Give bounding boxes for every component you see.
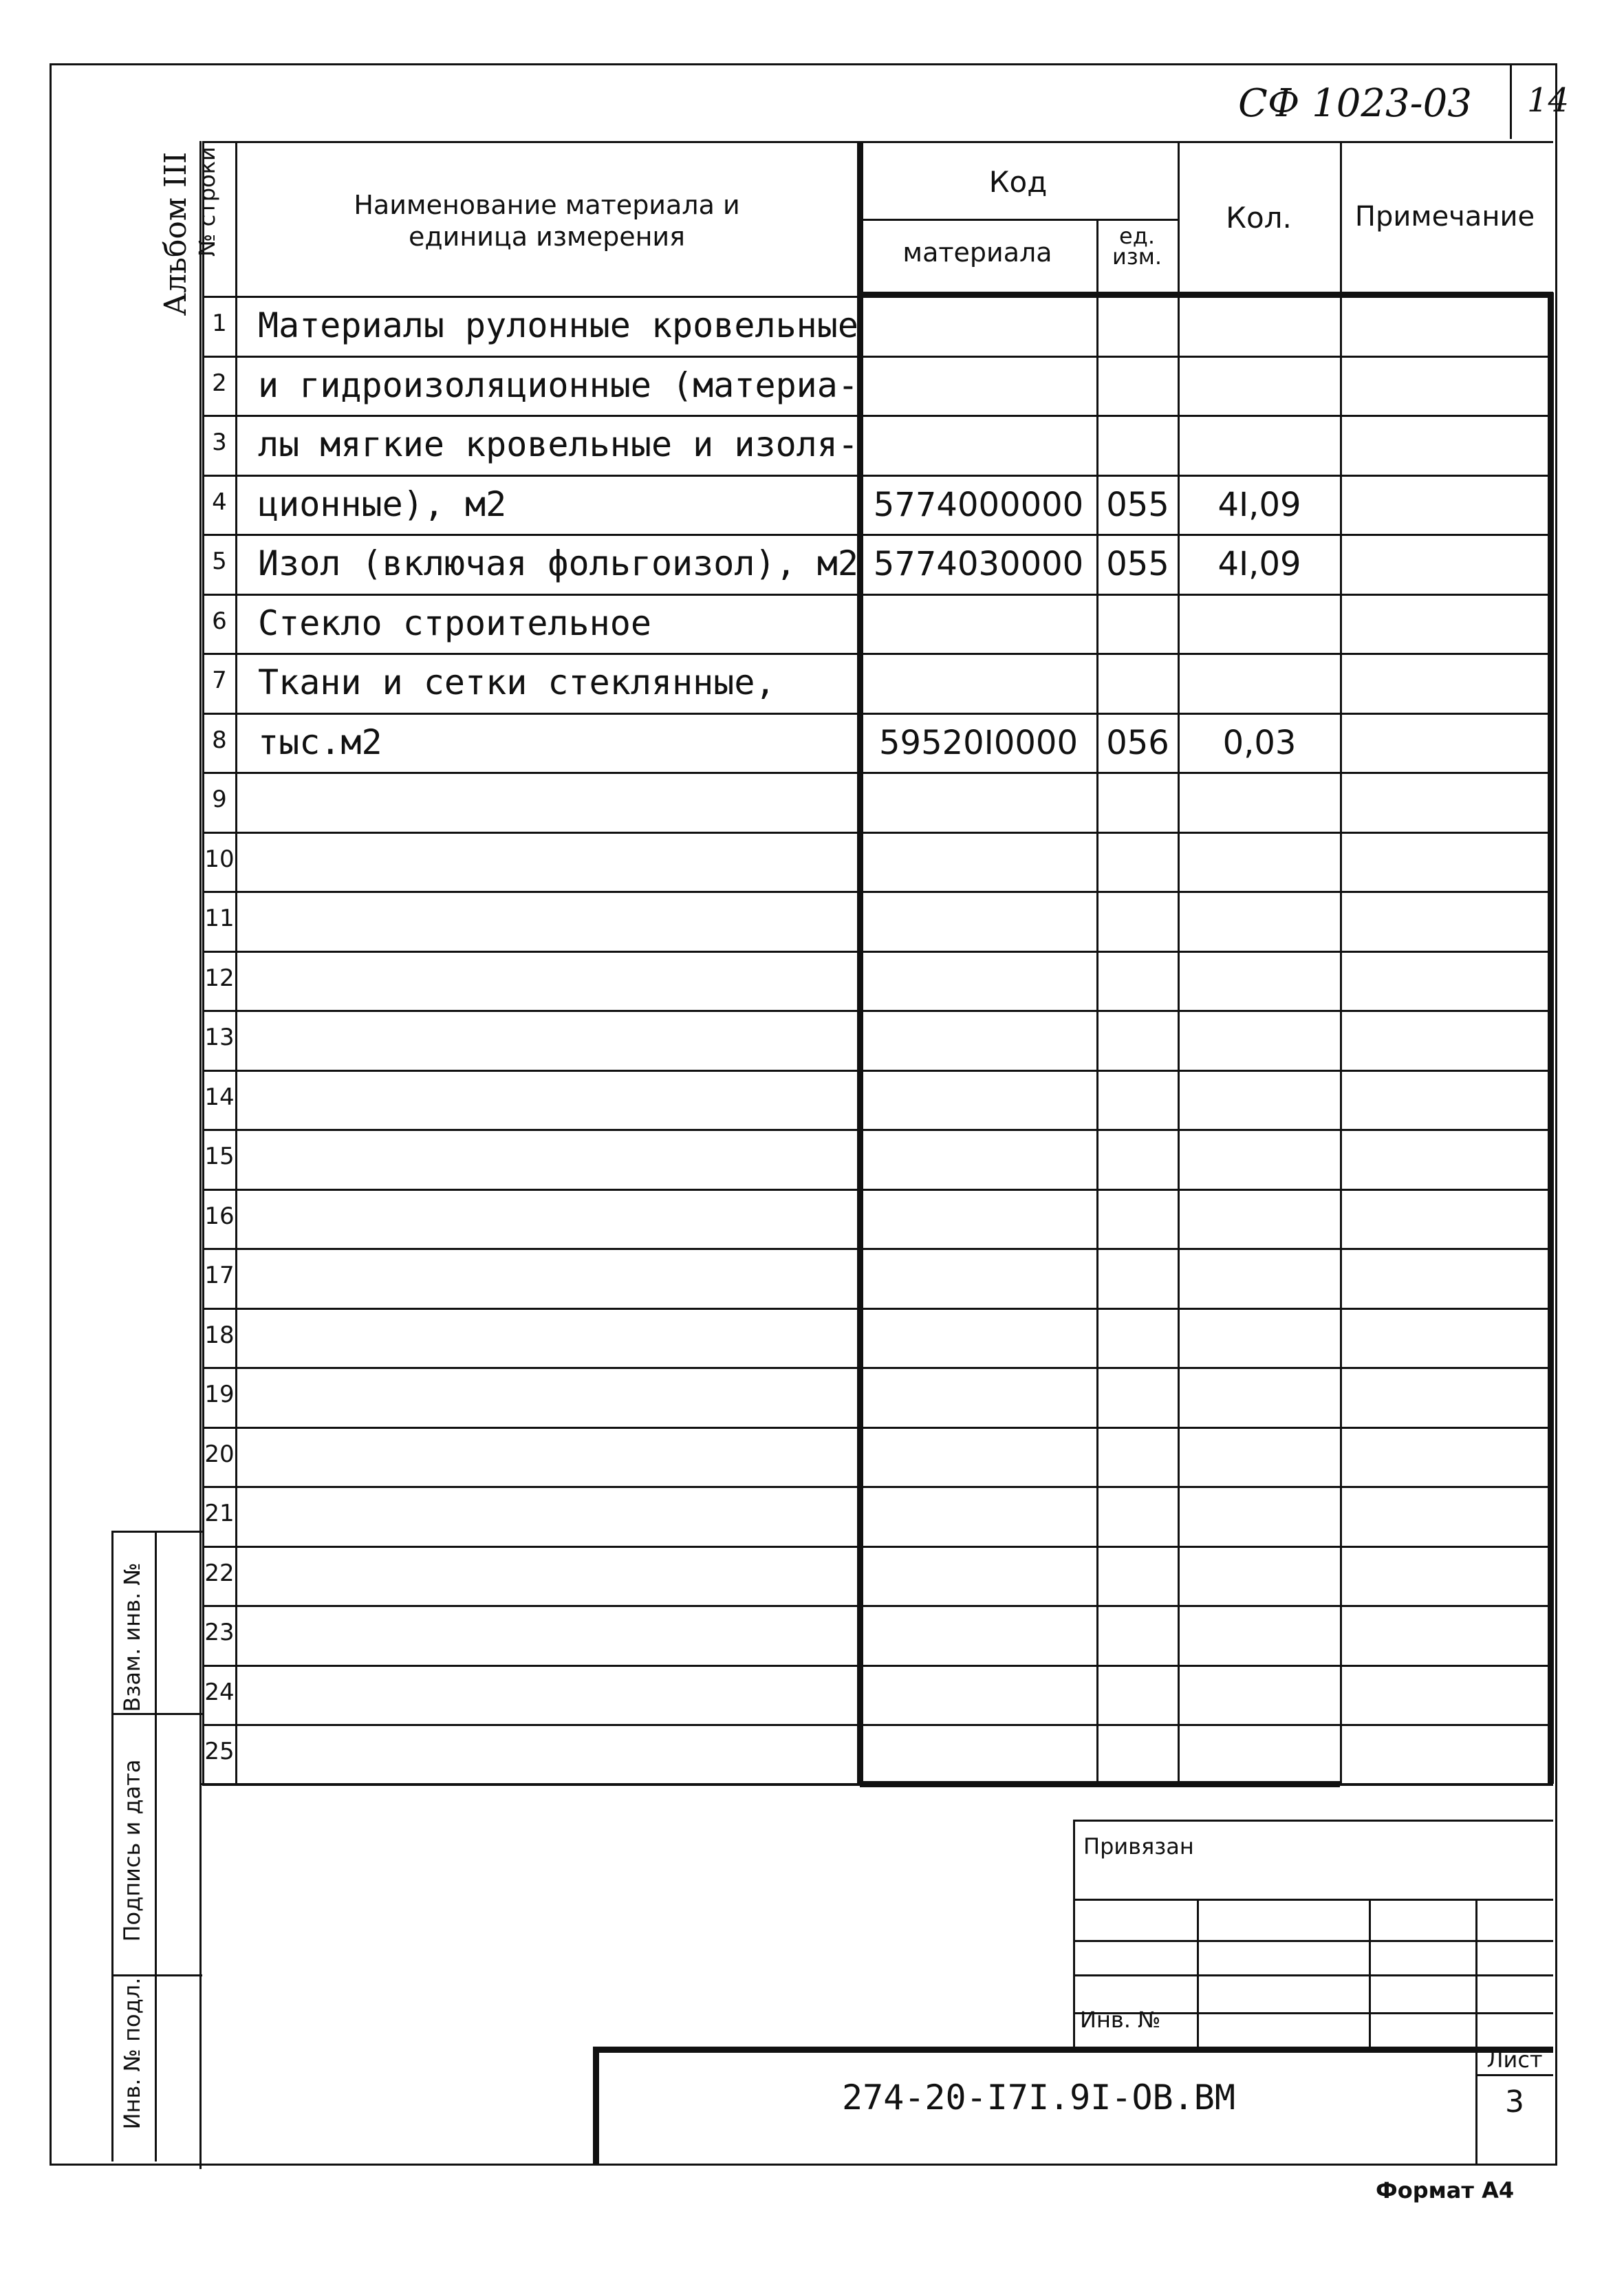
row-number: 10 bbox=[204, 845, 235, 873]
row-number: 22 bbox=[204, 1559, 235, 1587]
row-number: 21 bbox=[204, 1500, 235, 1527]
table-row bbox=[0, 1486, 1624, 1546]
row-name: лы мягкие кровельные и изоля- bbox=[258, 424, 858, 464]
table-row bbox=[0, 1010, 1624, 1070]
row-quantity: 4I,09 bbox=[1217, 545, 1301, 583]
row-number: 11 bbox=[204, 905, 235, 932]
row-number: 5 bbox=[212, 548, 227, 575]
table-row bbox=[0, 1665, 1624, 1725]
album-label: Альбом III bbox=[158, 151, 193, 316]
handwritten-code: СФ 1023-03 bbox=[1238, 81, 1472, 126]
table-row bbox=[0, 534, 1624, 594]
page-number-handwritten: 14 bbox=[1527, 81, 1570, 120]
row-number: 23 bbox=[204, 1619, 235, 1646]
privyazan-label: Привязан bbox=[1083, 1833, 1194, 1859]
row-number: 12 bbox=[204, 964, 235, 992]
header-code-split-line bbox=[860, 219, 1178, 221]
title-doc-top-line bbox=[596, 2047, 1553, 2053]
document-number: 274-20-I7I.9I-OB.BM bbox=[842, 2078, 1235, 2117]
row-name: Ткани и сетки стеклянные, bbox=[258, 662, 776, 702]
format-label: Формат А4 bbox=[1376, 2177, 1515, 2203]
table-row bbox=[0, 832, 1624, 892]
title-col-3 bbox=[1475, 1899, 1477, 2047]
row-name: Стекло строительное bbox=[258, 603, 651, 643]
table-row bbox=[0, 891, 1624, 951]
title-sheet-split bbox=[1475, 2074, 1553, 2076]
header-top-line bbox=[202, 141, 1553, 143]
sheet-number: 3 bbox=[1505, 2084, 1524, 2120]
header-qty: Кол. bbox=[1226, 201, 1292, 235]
table-row bbox=[0, 1367, 1624, 1427]
stamp-vzam-inv: Взам. инв. № bbox=[119, 1562, 145, 1712]
row-number: 13 bbox=[204, 1024, 235, 1051]
row-number: 16 bbox=[204, 1202, 235, 1230]
table-row bbox=[0, 1248, 1624, 1308]
row-name: Материалы рулонные кровельные bbox=[258, 305, 858, 345]
row-quantity: 4I,09 bbox=[1217, 485, 1301, 524]
row-number: 3 bbox=[212, 429, 227, 456]
row-name: ционные), м2 bbox=[258, 484, 507, 524]
title-row-2 bbox=[1073, 1940, 1553, 1942]
row-number: 14 bbox=[204, 1083, 235, 1111]
title-col-2 bbox=[1369, 1899, 1371, 2047]
row-number: 2 bbox=[212, 369, 227, 397]
header-code-material: материала bbox=[902, 237, 1052, 268]
row-number: 4 bbox=[212, 488, 227, 516]
page-number-divider bbox=[1510, 63, 1512, 139]
table-row bbox=[0, 1070, 1624, 1130]
table-row bbox=[0, 356, 1624, 416]
table-row bbox=[0, 1546, 1624, 1606]
header-code: Код bbox=[988, 165, 1048, 199]
table-row bbox=[0, 296, 1624, 356]
row-number: 6 bbox=[212, 607, 227, 635]
table-row bbox=[0, 415, 1624, 475]
table-row bbox=[0, 1189, 1624, 1249]
title-col-1 bbox=[1197, 1899, 1199, 2047]
row-unit-code: 056 bbox=[1106, 723, 1169, 762]
row-name: и гидроизоляционные (материа- bbox=[258, 365, 858, 405]
row-number: 20 bbox=[204, 1440, 235, 1468]
row-material-code: 5774030000 bbox=[873, 545, 1084, 583]
row-number: 1 bbox=[212, 310, 227, 337]
title-row-3 bbox=[1073, 1974, 1553, 1976]
header-row-no: № строки bbox=[194, 147, 220, 257]
header-name: Наименование материала и единица измерения bbox=[354, 190, 740, 252]
table-row bbox=[0, 1129, 1624, 1189]
table-row bbox=[0, 594, 1624, 654]
header-note: Примечание bbox=[1354, 201, 1535, 233]
table-row bbox=[0, 951, 1624, 1011]
table-row bbox=[0, 713, 1624, 773]
table-row bbox=[0, 772, 1624, 832]
title-left-line bbox=[1073, 1820, 1075, 2047]
table-row bbox=[0, 1724, 1624, 1784]
stamp-podpis-data: Подпись и дата bbox=[119, 1759, 145, 1942]
sheet-label: Лист bbox=[1486, 2047, 1543, 2073]
row-number: 7 bbox=[212, 667, 227, 694]
row-number: 24 bbox=[204, 1678, 235, 1706]
title-row-1 bbox=[1073, 1899, 1553, 1901]
row-number: 9 bbox=[212, 786, 227, 813]
row-name: Изол (включая фольгоизол), м2 bbox=[258, 543, 858, 583]
row-number: 25 bbox=[204, 1738, 235, 1765]
table-row bbox=[0, 1308, 1624, 1368]
header-code-unit: ед. изм. bbox=[1112, 223, 1162, 270]
inv-no-label: Инв. № bbox=[1080, 2007, 1161, 2033]
row-number: 8 bbox=[212, 726, 227, 754]
row-material-code: 59520I0000 bbox=[878, 723, 1078, 762]
table-row bbox=[0, 1605, 1624, 1665]
row-number: 19 bbox=[204, 1381, 235, 1408]
row-material-code: 5774000000 bbox=[873, 485, 1084, 524]
title-privyazan-top bbox=[1073, 1820, 1553, 1822]
table-row bbox=[0, 653, 1624, 713]
table-row bbox=[0, 1427, 1624, 1487]
row-number: 15 bbox=[204, 1143, 235, 1170]
stamp-inv-podl: Инв. № подл. bbox=[119, 1977, 145, 2130]
row-unit-code: 055 bbox=[1106, 545, 1169, 583]
row-number: 18 bbox=[204, 1321, 235, 1349]
row-quantity: 0,03 bbox=[1222, 723, 1297, 762]
row-number: 17 bbox=[204, 1262, 235, 1289]
table-row bbox=[0, 475, 1624, 535]
row-unit-code: 055 bbox=[1106, 485, 1169, 524]
row-name: тыс.м2 bbox=[258, 722, 382, 762]
